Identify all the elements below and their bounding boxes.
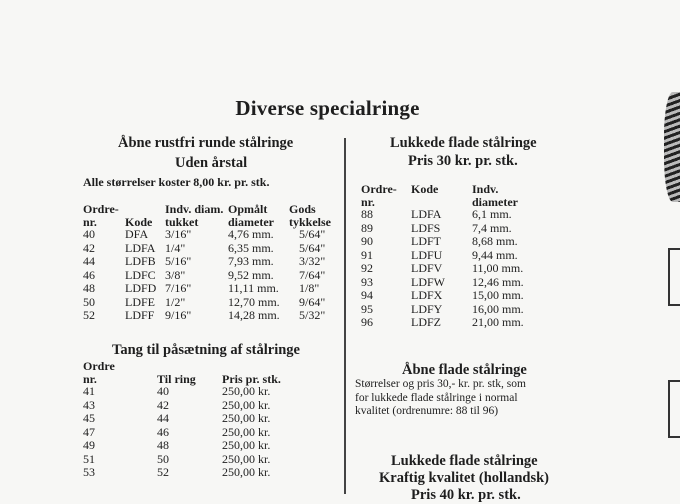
cell: 7,93 mm. — [228, 254, 274, 268]
table-row — [83, 439, 322, 453]
pliers-table — [83, 360, 322, 480]
table-row — [83, 269, 344, 283]
cell: 1/8" — [299, 281, 320, 295]
cell: LDFY — [411, 301, 443, 316]
cell: 95 — [361, 301, 373, 316]
cell: 11,11 mm. — [228, 281, 279, 295]
cell: 7/64" — [299, 267, 326, 282]
cell: 51 — [83, 451, 95, 466]
cell: 3/32" — [299, 254, 326, 268]
column-header: Indv. diam. tukket — [165, 202, 224, 229]
column-header: Gods tykkelse — [289, 202, 331, 229]
table-row — [83, 296, 344, 310]
table-row — [361, 276, 552, 290]
cell: 9,52 mm. — [228, 267, 274, 282]
cell: 250,00 kr. — [222, 465, 271, 479]
cell: 91 — [361, 247, 373, 262]
column-header: Kode — [411, 182, 439, 196]
section-subheading: Uden årstal — [175, 155, 248, 171]
cell: 89 — [361, 220, 373, 235]
cell: 90 — [361, 234, 373, 248]
cell: LDFF — [125, 308, 155, 322]
table-row — [361, 249, 552, 263]
cell: 250,00 kr. — [222, 451, 271, 466]
cell: 250,00 kr. — [222, 384, 271, 398]
column-header: Ordre- nr. — [83, 202, 119, 229]
cell: 45 — [83, 411, 95, 425]
edge-illustration — [664, 92, 680, 202]
table-row — [83, 255, 344, 269]
cell: LDFT — [411, 234, 441, 248]
cell: 48 — [83, 281, 95, 295]
cell: 21,00 mm. — [472, 315, 524, 329]
cell: 1/4" — [165, 240, 186, 255]
cell: 9/16" — [165, 308, 192, 322]
table-header — [361, 183, 552, 208]
cell: 92 — [361, 261, 373, 275]
table-row — [83, 385, 322, 399]
table-row — [83, 228, 344, 242]
cell: 48 — [157, 438, 169, 452]
cell: 52 — [157, 465, 169, 479]
description-paragraph — [355, 378, 526, 419]
price-line: Pris 40 kr. pr. stk. — [411, 487, 521, 503]
cell: 49 — [83, 438, 95, 452]
cell: 94 — [361, 288, 373, 302]
cell: 88 — [361, 207, 373, 221]
edge-box — [668, 248, 680, 306]
table-row — [361, 235, 552, 249]
paragraph-line: for lukkede flade stålringe i normal — [355, 391, 518, 404]
cell: LDFB — [125, 254, 156, 268]
cell: LDFD — [125, 281, 157, 295]
cell: LDFV — [411, 261, 443, 275]
cell: LDFA — [125, 240, 156, 255]
cell: 46 — [157, 424, 169, 439]
column-header: Ordre- nr. — [361, 182, 397, 209]
cell: 7/16" — [165, 281, 192, 295]
column-header: Ordre nr. — [83, 359, 115, 386]
column-divider — [344, 138, 346, 494]
cell: 5/64" — [299, 240, 326, 255]
table-header — [83, 360, 322, 385]
paragraph-line: Størrelser og pris 30,- kr. pr. stk, som — [355, 378, 526, 390]
table-row — [83, 453, 322, 467]
cell: LDFX — [411, 288, 443, 302]
table-row — [361, 222, 552, 236]
column-header: Til ring — [157, 371, 196, 386]
column-header: Opmålt diameter — [228, 202, 274, 229]
cell: LDFC — [125, 267, 156, 282]
cell: 44 — [157, 411, 169, 425]
page-title: Diverse specialringe — [235, 96, 420, 120]
table-row — [361, 303, 552, 317]
cell: 42 — [83, 240, 95, 255]
cell: 14,28 mm. — [228, 308, 280, 322]
cell: 40 — [157, 384, 169, 398]
cell: LDFA — [411, 207, 442, 221]
column-header: Pris pr. stk. — [222, 371, 281, 386]
section-heading: Lukkede flade stålringe — [390, 135, 537, 151]
cell: 7,4 mm. — [472, 220, 512, 235]
cell: 250,00 kr. — [222, 424, 271, 439]
table-row — [83, 466, 322, 480]
cell: DFA — [125, 227, 149, 241]
table-row — [83, 309, 344, 323]
column-header: Indv. diameter — [472, 182, 518, 209]
cell: 11,00 mm. — [472, 261, 524, 275]
cell: 250,00 kr. — [222, 438, 271, 452]
cell: 5/16" — [165, 254, 192, 268]
section-heading: Lukkede flade stålringe — [391, 453, 538, 469]
cell: 12,70 mm. — [228, 294, 280, 309]
section-subheading: Kraftig kvalitet (hollandsk) — [379, 470, 549, 486]
column-header: Kode — [125, 214, 153, 229]
cell: LDFE — [125, 294, 155, 309]
cell: 1/2" — [165, 294, 186, 309]
cell: 8,68 mm. — [472, 234, 518, 248]
cell: LDFU — [411, 247, 443, 262]
cell: LDFS — [411, 220, 441, 235]
cell: 6,35 mm. — [228, 240, 274, 255]
cell: 40 — [83, 227, 95, 241]
paragraph-line: kvalitet (ordrenumre: 88 til 96) — [355, 405, 499, 417]
cell: 43 — [83, 397, 95, 412]
cell: 250,00 kr. — [222, 397, 271, 412]
cell: 5/32" — [299, 308, 326, 322]
section-subheading: Pris 30 kr. pr. stk. — [408, 153, 518, 169]
cell: 50 — [157, 451, 169, 466]
cell: 93 — [361, 274, 373, 289]
cell: 9,44 mm. — [472, 247, 518, 262]
table-row — [83, 399, 322, 413]
cell: 47 — [83, 424, 95, 439]
cell: 6,1 mm. — [472, 207, 512, 221]
cell: 3/16" — [165, 227, 192, 241]
cell: 16,00 mm. — [472, 301, 524, 316]
cell: 41 — [83, 384, 95, 398]
cell: 15,00 mm. — [472, 288, 524, 302]
cell: 44 — [83, 254, 95, 268]
edge-box — [668, 380, 680, 438]
price-note: Alle størrelser koster 8,00 kr. pr. stk. — [83, 175, 270, 189]
ring-table — [83, 203, 344, 323]
table-row — [83, 412, 322, 426]
table-row — [83, 426, 322, 440]
cell: 50 — [83, 294, 95, 309]
cell: 53 — [83, 465, 95, 479]
section-heading: Åbne flade stålringe — [402, 362, 527, 378]
cell: 96 — [361, 315, 373, 329]
table-row — [83, 242, 344, 256]
cell: 46 — [83, 267, 95, 282]
cell: LDFW — [411, 274, 445, 289]
cell: 5/64" — [299, 227, 326, 241]
table-row — [361, 289, 552, 303]
cell: 52 — [83, 308, 95, 322]
table-row — [83, 282, 344, 296]
table-row — [361, 262, 552, 276]
table-row — [361, 208, 552, 222]
cell: 4,76 mm. — [228, 227, 274, 241]
closed-ring-table — [361, 183, 552, 330]
cell: 9/64" — [299, 294, 326, 309]
section-heading: Åbne rustfri runde stålringe — [118, 135, 294, 151]
cell: 250,00 kr. — [222, 411, 271, 425]
section-heading: Tang til påsætning af stålringe — [112, 342, 300, 358]
table-header — [83, 203, 344, 228]
cell: 12,46 mm. — [472, 274, 524, 289]
table-row — [361, 316, 552, 330]
cell: LDFZ — [411, 315, 441, 329]
cell: 42 — [157, 397, 169, 412]
cell: 3/8" — [165, 267, 186, 282]
